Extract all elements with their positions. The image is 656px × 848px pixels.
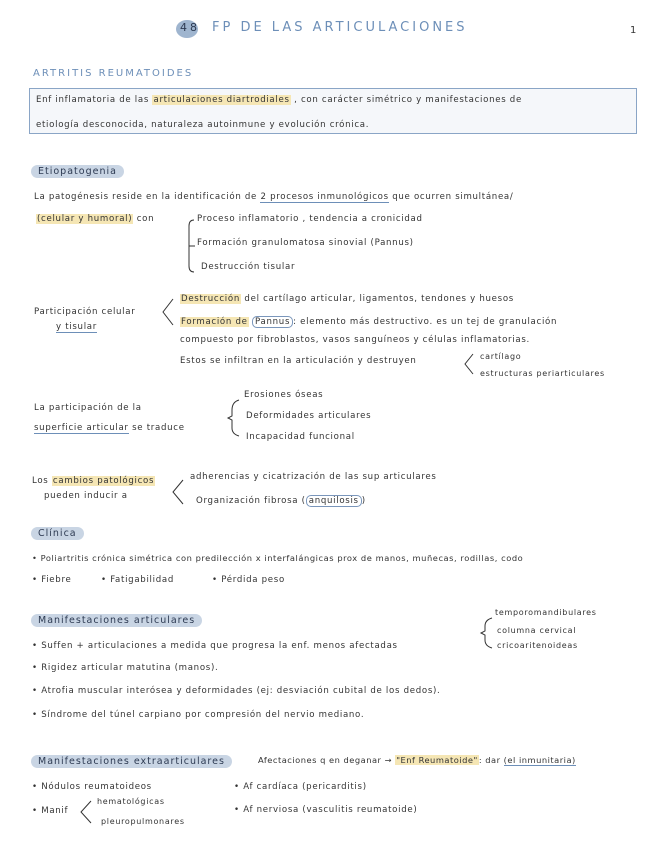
- clinica-bullet-fiebre: • Fiebre: [32, 575, 72, 585]
- etio-highlight: (celular y humoral): [37, 214, 133, 224]
- etio-item-1: Proceso inflamatorio , tendencia a cronicidad: [197, 214, 423, 224]
- clinica-bullet-peso: • Pérdida peso: [212, 575, 285, 585]
- part-sub-2: estructuras periarticulares: [480, 369, 605, 378]
- part-sub-1: cartílago: [480, 352, 522, 361]
- manif-art-line-4: • Síndrome del túnel carpiano por compresión del nervio mediano.: [32, 710, 365, 720]
- section-pill-clinica: Clínica: [31, 527, 84, 540]
- manif-art-line-1: • Suffen + articulaciones a medida que progresa la enf. menos afectadas: [32, 641, 398, 651]
- extra-col1-item-1: • Nódulos reumatoideos: [32, 782, 152, 792]
- extra-intro-b: : dar: [478, 755, 501, 765]
- sup-item-2: Deformidades articulares: [246, 411, 372, 421]
- part-row-3: compuesto por fibroblastos, vasos sanguíneos y células inflamatorias.: [180, 335, 530, 345]
- extra-intro-a: Afectaciones q en deganar →: [258, 755, 393, 765]
- section-title-artritis: ARTRITIS REUMATOIDES: [33, 68, 194, 79]
- extra-col1-item-2: • Manif: [32, 806, 69, 816]
- extra-intro-highlight: "Enf Reumatoide": [396, 755, 478, 765]
- corner-number: 1: [630, 25, 637, 36]
- etio-text-b: que ocurren simultánea/: [392, 192, 514, 202]
- sup-underlined: superficie articular: [34, 423, 129, 433]
- part-row-4: Estos se infiltran en la articulación y destruyen: [180, 356, 417, 366]
- extra-col2-item-2: • Af nerviosa (vasculitis reumatoide): [234, 805, 418, 815]
- cambios-text-a: Los: [32, 476, 49, 486]
- section-pill-etiopatogenia: Etiopatogenia: [31, 165, 124, 178]
- page-number: 48: [180, 21, 200, 34]
- part-label-2: y tisular: [56, 322, 97, 332]
- sup-item-1: Erosiones óseas: [244, 390, 324, 400]
- page-title: [180, 20, 468, 35]
- sup-text: se traduce: [132, 423, 185, 433]
- clinica-bullet-fatigabilidad: • Fatigabilidad: [101, 575, 174, 585]
- part-row-1: [180, 294, 514, 304]
- etio-item-2: Formación granulomatosa sinovial (Pannus): [197, 238, 414, 248]
- def-text-b: , con carácter simétrico y manifestaciones de: [294, 95, 522, 105]
- definition-line-2: etiología desconocida, naturaleza autoinmune y evolución crónica.: [36, 120, 370, 130]
- part-highlight-1: Destrucción: [181, 294, 240, 304]
- brace-menos-afectadas: [481, 616, 495, 650]
- cambios-item-2-text: Organización fibrosa (: [196, 496, 306, 506]
- cambios-item-1: adherencias y cicatrización de las sup articulares: [190, 472, 437, 482]
- cambios-item-2: [196, 496, 366, 506]
- part-highlight-2: Formación de: [181, 317, 248, 327]
- clinica-line-1: • Poliartritis crónica simétrica con predilección x interfalángicas prox de manos, muñecas, rodillas, codo: [32, 553, 524, 563]
- manif-art-line-2: • Rigidez articular matutina (manos).: [32, 663, 219, 673]
- extra-intro-underlined: (el inmunitaria): [503, 755, 576, 765]
- part-label-1: Participación celular: [34, 307, 136, 317]
- def-highlight: articulaciones diartrodiales: [153, 95, 290, 105]
- part-text-1: del cartílago articular, ligamentos, tendones y huesos: [244, 294, 514, 304]
- part-row-2: [180, 317, 557, 327]
- manif-side-3: cricoaritenoideas: [497, 641, 578, 650]
- extra-sub-pleuropulmonares: pleuropulmonares: [101, 817, 185, 826]
- manif-side-2: columna cervical: [497, 626, 577, 635]
- manif-extra-intro: [258, 755, 576, 765]
- sup-label-1: La participación de la: [34, 403, 142, 413]
- brace-cambios: [170, 478, 186, 506]
- definition-line-1: [36, 95, 522, 105]
- manif-side-1: temporomandibulares: [495, 608, 597, 617]
- etio-underlined: 2 procesos inmunológicos: [260, 192, 389, 202]
- extra-col2-item-1: • Af cardíaca (pericarditis): [234, 782, 367, 792]
- section-pill-manif-articulares: Manifestaciones articulares: [31, 614, 202, 627]
- brace-superficie: [228, 398, 242, 438]
- part-text-2: : elemento más destructivo. es un tej de granulación: [293, 317, 558, 327]
- sup-label-2: [34, 423, 185, 433]
- brace-destruyen: [462, 352, 476, 376]
- def-text-a: Enf inflamatoria de las: [36, 95, 150, 105]
- anquilosis-boxed: anquilosis: [306, 495, 362, 507]
- manif-art-line-3: • Atrofia muscular interósea y deformidades (ej: desviación cubital de los dedos).: [32, 686, 441, 696]
- brace-participacion: [160, 297, 176, 327]
- etio-text-con: con: [136, 214, 155, 224]
- cambios-highlight: cambios patológicos: [52, 476, 155, 486]
- cambios-item-2-end: ): [361, 496, 366, 506]
- etio-line-1: [34, 192, 514, 202]
- cambios-line-2: pueden inducir a: [44, 491, 128, 501]
- section-pill-manif-extra: Manifestaciones extraarticulares: [31, 755, 232, 768]
- etio-line-2: [36, 214, 154, 224]
- sup-item-3: Incapacidad funcional: [246, 432, 355, 442]
- extra-sub-hematologicas: hematológicas: [97, 797, 165, 806]
- etio-item-3: Destrucción tisular: [201, 262, 296, 272]
- page-title-text: FP DE LAS ARTICULACIONES: [212, 20, 468, 35]
- cambios-line-1: [32, 476, 155, 486]
- brace-manif: [78, 799, 94, 825]
- pannus-boxed: Pannus: [252, 316, 293, 328]
- etio-text-a: La patogénesis reside en la identificación de: [34, 192, 258, 202]
